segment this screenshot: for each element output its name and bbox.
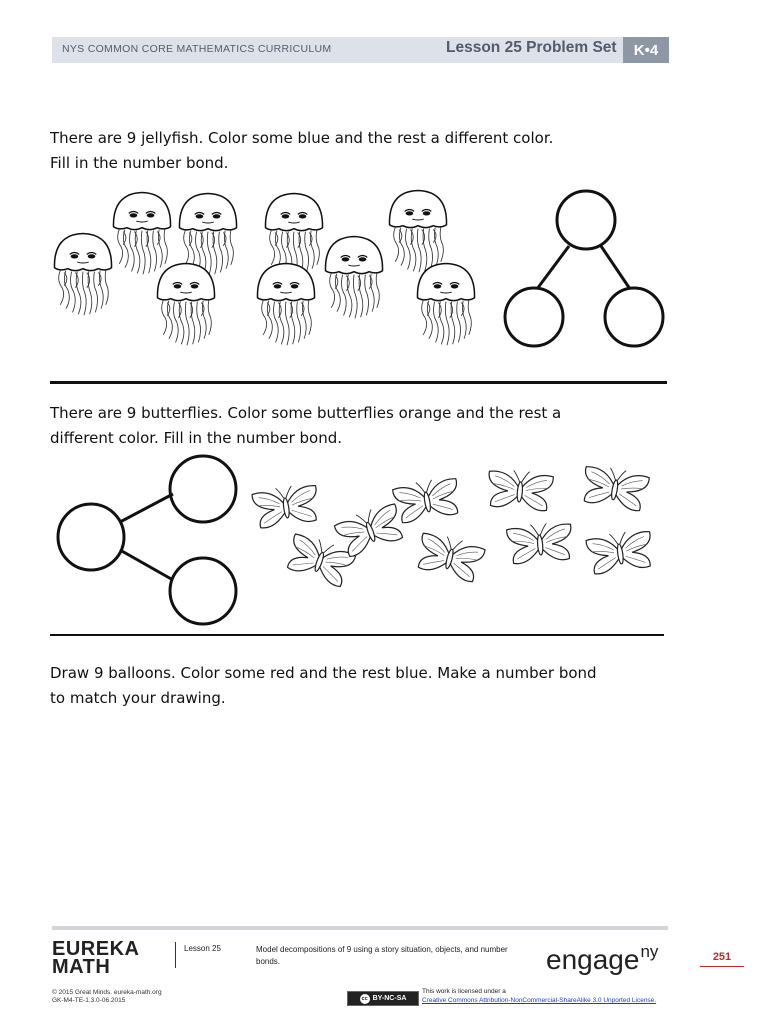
- license-link[interactable]: Creative Commons Attribution-NonCommercial-ShareAlike 3.0 Unported License.: [422, 997, 657, 1004]
- butterfly-icon: [586, 529, 655, 575]
- footer-divider: [175, 942, 176, 968]
- butterfly-icon: [392, 476, 462, 524]
- number-bond-part-2[interactable]: [605, 288, 663, 346]
- butterfly-icon: [283, 531, 356, 588]
- number-bond-whole[interactable]: [557, 191, 615, 249]
- problem-1-line-1: There are 9 jellyfish. Color some blue and the rest a different color.: [50, 129, 554, 147]
- butterfly-icon: [414, 530, 486, 583]
- license-notice: [422, 987, 656, 1005]
- number-bond-icon: [50, 452, 250, 632]
- cc-icon: cc: [361, 995, 368, 1002]
- problem-2-line-1: There are 9 butterflies. Color some butterflies orange and the rest a: [50, 404, 562, 422]
- license-line-1: This work is licensed under a: [422, 988, 506, 995]
- jellyfish-icon: [265, 194, 322, 276]
- problem-1-instructions: [50, 126, 690, 176]
- jellyfish-icon: [389, 191, 446, 273]
- butterfly-icon: [252, 483, 321, 529]
- butterfly-icon: [333, 501, 406, 558]
- problem-3-instructions: [50, 661, 690, 711]
- problem-1-line-2: Fill in the number bond.: [50, 154, 229, 172]
- eureka-math-logo: [52, 940, 139, 976]
- number-bond-whole[interactable]: [58, 504, 124, 570]
- grade-module-badge: K•4: [623, 37, 669, 63]
- jellyfish-icon: [113, 193, 170, 275]
- problem-2-instructions: [50, 401, 690, 451]
- section-divider: [50, 634, 664, 636]
- number-bond-part-1[interactable]: [170, 456, 236, 522]
- copyright-line-2: GK-M4-TE-1.3.0-06.2015: [52, 997, 126, 1004]
- ny-text: ny: [640, 942, 659, 961]
- copyright-notice: [52, 989, 162, 1005]
- engage-text: engage: [546, 944, 640, 975]
- butterfly-icon: [580, 464, 650, 512]
- jellyfish-icon: [54, 234, 111, 316]
- logo-line-2: MATH: [52, 956, 111, 978]
- number-bond-part-2[interactable]: [170, 558, 236, 624]
- butterfly-illustration: [240, 450, 670, 600]
- footer-rule: [52, 926, 668, 930]
- jellyfish-icon: [157, 264, 214, 346]
- cc-label: BY-NC-SA: [372, 995, 407, 1002]
- butterfly-icon: [506, 521, 573, 564]
- page-number-underline: [700, 966, 744, 967]
- problem-3-line-1: Draw 9 balloons. Color some red and the rest blue. Make a number bond: [50, 664, 597, 682]
- drawing-area[interactable]: [50, 720, 667, 915]
- jellyfish-icon: [257, 264, 314, 346]
- number-bond-icon: [495, 185, 675, 355]
- jellyfish-icon: [325, 237, 382, 319]
- engageny-logo: [546, 942, 658, 976]
- footer-lesson: Lesson 25: [184, 944, 221, 953]
- jellyfish-icon: [417, 264, 474, 346]
- lesson-title: Lesson 25 Problem Set: [446, 39, 617, 56]
- butterfly-icon: [486, 468, 553, 511]
- curriculum-title: NYS COMMON CORE MATHEMATICS CURRICULUM: [62, 43, 332, 55]
- problem-2-line-2: different color. Fill in the number bond.: [50, 429, 343, 447]
- section-divider: [50, 381, 667, 384]
- footer-description: Model decompositions of 9 using a story situation, objects, and number bonds.: [256, 945, 508, 966]
- page-number: 251: [712, 951, 732, 963]
- creative-commons-badge[interactable]: [347, 991, 419, 1006]
- problem-3-line-2: to match your drawing.: [50, 689, 226, 707]
- number-bond-part-1[interactable]: [505, 288, 563, 346]
- logo-line-1: EUREKA: [52, 938, 140, 960]
- copyright-line-1: © 2015 Great Minds. eureka-math.org: [52, 989, 162, 996]
